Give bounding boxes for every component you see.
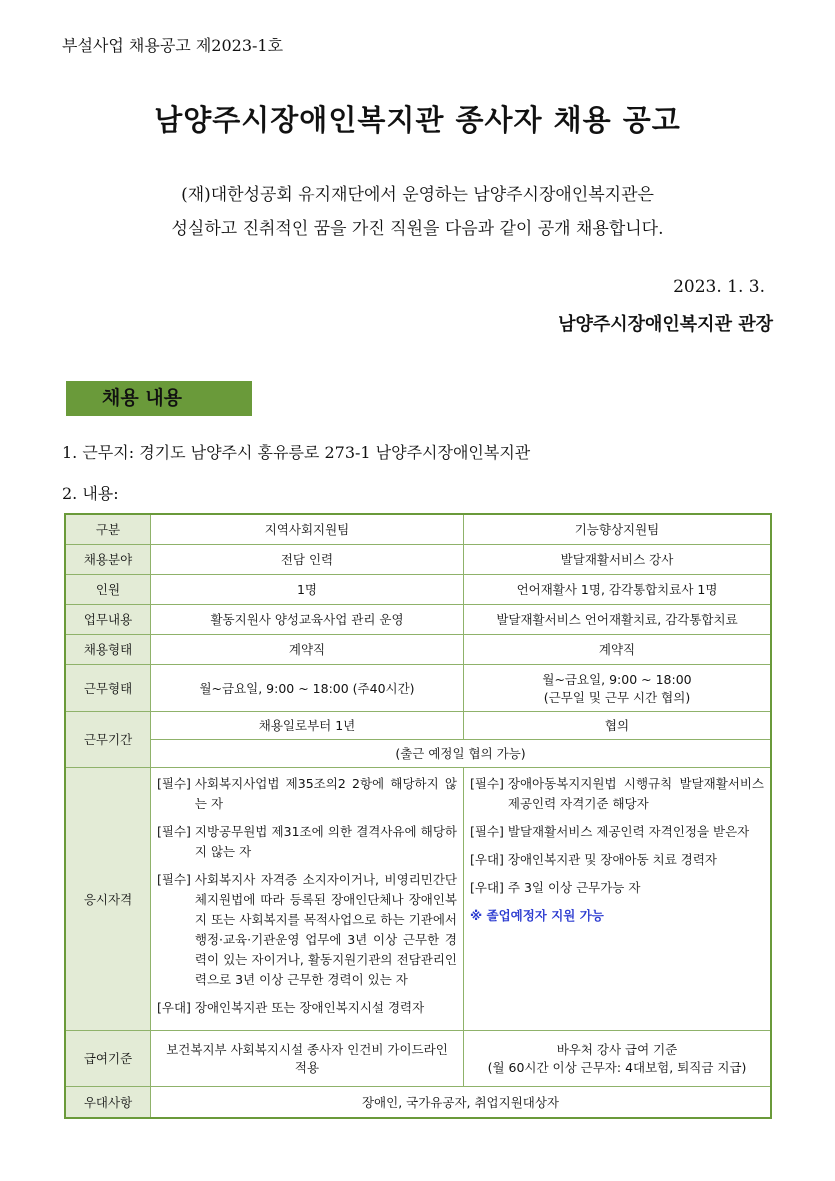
table-cell: 전담 인력	[151, 544, 464, 574]
table-cell: 월~금요일, 9:00 ~ 18:00 (주40시간)	[151, 664, 464, 711]
content-item: 2. 내용:	[62, 484, 119, 503]
table-cell	[464, 664, 772, 711]
salary-line: 보건복지부 사회복지시설 종사자 인건비 가이드라인	[166, 1042, 448, 1057]
announcement-date: 2023. 1. 3.	[673, 277, 765, 297]
table-row	[65, 664, 771, 711]
row-label: 우대사항	[65, 1086, 151, 1118]
list-item: [필수] 장애아동복지지원법 시행규칙 발달재활서비스 제공인력 자격기준 해당자	[470, 775, 764, 811]
period-note: (출근 예정일 협의 가능)	[151, 739, 772, 767]
hours-line: 월~금요일, 9:00 ~ 18:00	[542, 671, 692, 687]
document-number: 부설사업 채용공고 제2023-1호	[62, 36, 284, 55]
row-label: 근무형태	[65, 664, 151, 711]
row-label: 인원	[65, 574, 151, 604]
row-label: 응시자격	[65, 767, 151, 1030]
list-item: [필수] 사회복지사 자격증 소지자이거나, 비영리민간단체지원법에 따라 등록된 장애인단체나 장애인복지 또는 사회복지를 목적사업으로 하는 기관에서 행정·교육·기관운영 업무에 3년 이상 근무한 경력이 있는 자이거나, 활동지원기관의 전담관리인력으로 3년 이상 근무한 경력이 있는 자	[157, 871, 457, 987]
salary-line: 적용	[294, 1060, 320, 1075]
row-label: 근무기간	[65, 711, 151, 767]
table-cell: 협의	[464, 711, 772, 739]
recruitment-table	[64, 513, 772, 1119]
table-row	[65, 767, 771, 1030]
hours-note: (근무일 및 근무 시간 협의)	[543, 689, 691, 705]
table-cell: 계약직	[464, 634, 772, 664]
list-item: [우대] 장애인복지관 또는 장애인복지시설 경력자	[157, 999, 425, 1015]
table-cell: 활동지원사 양성교육사업 관리 운영	[151, 604, 464, 634]
list-item: [필수] 발달재활서비스 제공인력 자격인정을 받은자	[470, 823, 750, 839]
table-row	[65, 544, 771, 574]
table-row	[65, 1086, 771, 1118]
table-row	[65, 574, 771, 604]
row-label: 구분	[65, 514, 151, 544]
column-header: 지역사회지원팀	[151, 514, 464, 544]
row-label: 업무내용	[65, 604, 151, 634]
table-cell: 계약직	[151, 634, 464, 664]
table-cell: 언어재활사 1명, 감각통합치료사 1명	[464, 574, 772, 604]
table-row	[65, 711, 771, 739]
table-row	[65, 604, 771, 634]
table-row	[65, 739, 771, 767]
list-item: [우대] 장애인복지관 및 장애아동 치료 경력자	[470, 851, 718, 867]
table-cell: 장애인, 국가유공자, 취업지원대상자	[151, 1086, 772, 1118]
list-item: [필수] 지방공무원법 제31조에 의한 결격사유에 해당하지 않는 자	[157, 823, 457, 859]
list-item: [필수] 사회복지사업법 제35조의2 2항에 해당하지 않는 자	[157, 775, 457, 811]
table-cell: 채용일로부터 1년	[151, 711, 464, 739]
qualification-list-1	[151, 767, 464, 1030]
table-cell	[151, 1030, 464, 1086]
salary-line: (월 60시간 이상 근무자: 4대보험, 퇴직금 지급)	[487, 1060, 747, 1075]
table-cell: 발달재활서비스 강사	[464, 544, 772, 574]
table-row	[65, 1030, 771, 1086]
table-cell: 발달재활서비스 언어재활치료, 감각통합치료	[464, 604, 772, 634]
row-label: 채용분야	[65, 544, 151, 574]
intro-line-1: (재)대한성공회 유지재단에서 운영하는 남양주시장애인복지관은	[181, 185, 654, 205]
table-cell	[464, 1030, 772, 1086]
intro-line-2: 성실하고 진취적인 꿈을 가진 직원을 다음과 같이 공개 채용합니다.	[171, 219, 664, 239]
list-item: [우대] 주 3일 이상 근무가능 자	[470, 879, 641, 895]
row-label: 채용형태	[65, 634, 151, 664]
section-header: 채용 내용	[66, 381, 252, 416]
qualification-list-2	[464, 767, 772, 1030]
salary-line: 바우처 강사 급여 기준	[556, 1042, 678, 1057]
graduate-note: ※ 졸업예정자 지원 가능	[470, 907, 604, 923]
table-cell: 1명	[151, 574, 464, 604]
column-header: 기능향상지원팀	[464, 514, 772, 544]
signer: 남양주시장애인복지관 관장	[558, 314, 773, 335]
table-row	[65, 634, 771, 664]
table-row	[65, 514, 771, 544]
workplace-item: 1. 근무지: 경기도 남양주시 홍유릉로 273-1 남양주시장애인복지관	[62, 443, 531, 462]
page-title: 남양주시장애인복지관 종사자 채용 공고	[154, 103, 681, 137]
row-label: 급여기준	[65, 1030, 151, 1086]
